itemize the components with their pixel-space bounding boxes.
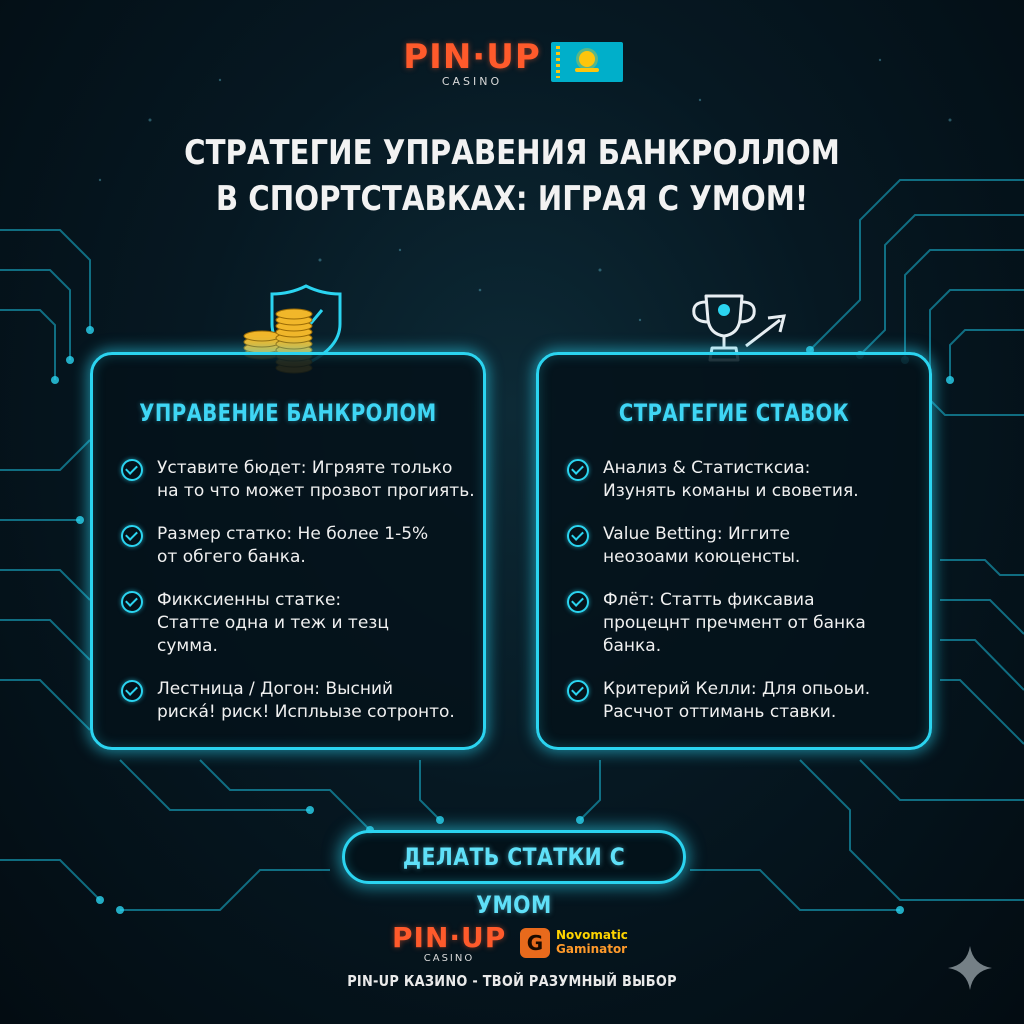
item-text: Флёт: Статть фиксавиа bbox=[603, 590, 815, 610]
item-text: Анализ & Статистксиa: bbox=[603, 458, 811, 478]
card-checklist bbox=[119, 457, 475, 744]
logo-text: PIN·UP bbox=[392, 921, 507, 954]
item-text: рискá! риск! Испльызе сотронто. bbox=[157, 702, 455, 722]
gaminator-badge-icon: G bbox=[520, 928, 550, 958]
sparkle-icon bbox=[946, 944, 994, 992]
check-circle-icon bbox=[567, 680, 589, 702]
list-item bbox=[565, 678, 915, 724]
cta-label: ДЕЛАТЬ СТАТКИ С УМОМ bbox=[402, 843, 626, 919]
list-item bbox=[119, 678, 469, 724]
page-title-line-2: В СПОРТСТАВКАХ: ИГРАЯ С УМОМ! bbox=[215, 179, 809, 219]
card-checklist bbox=[565, 457, 915, 744]
item-text: Фикксиенны статке: bbox=[157, 590, 342, 610]
item-text: неозоами коюценсты. bbox=[603, 547, 801, 567]
list-item bbox=[119, 523, 469, 569]
logo-subtext: CASINO bbox=[423, 953, 475, 964]
item-text: Статте одна и теж и тезц bbox=[157, 613, 389, 633]
check-circle-icon bbox=[567, 591, 589, 613]
check-circle-icon bbox=[121, 591, 143, 613]
item-text: от обгего банка. bbox=[157, 547, 306, 567]
check-circle-icon bbox=[121, 525, 143, 547]
check-circle-icon bbox=[567, 525, 589, 547]
bet-smart-button[interactable] bbox=[342, 830, 686, 919]
page-title-line-1: СТРАТЕГИЕ УПРАВЕНИЯ БАНКРОЛЛОМ bbox=[184, 133, 840, 173]
partner-product: Gaminator bbox=[556, 942, 628, 956]
check-circle-icon bbox=[121, 459, 143, 481]
item-text: Лестница / Догон: Высний bbox=[157, 679, 394, 699]
item-text: банка. bbox=[603, 636, 662, 656]
pinup-logo-top bbox=[402, 37, 542, 88]
logo-text: PIN·UP bbox=[403, 37, 541, 77]
item-text: сумма. bbox=[157, 636, 218, 656]
logo-subtext: CASINO bbox=[441, 75, 503, 88]
list-item bbox=[565, 457, 915, 503]
novomatic-gaminator-logo bbox=[520, 926, 640, 962]
bankroll-management-card bbox=[90, 352, 486, 750]
footer-tagline: PIN-UP КАЗИNО - ТВОЙ РАЗУМНЫЙ ВЫБОР bbox=[347, 972, 677, 990]
item-text: Изунять команы и своветия. bbox=[603, 481, 859, 501]
pinup-logo-bottom bbox=[392, 921, 507, 964]
card-title: УПРАВЕНИЕ БАНКРОЛОМ bbox=[139, 399, 437, 427]
list-item bbox=[565, 523, 915, 569]
item-text: процецнт пречмент от банка bbox=[603, 613, 866, 633]
list-item bbox=[565, 589, 915, 658]
partner-name: Novomatic bbox=[556, 928, 628, 942]
item-text: Критерий Келли: Для опьоьи. bbox=[603, 679, 871, 699]
betting-strategies-card bbox=[536, 352, 932, 750]
item-text: на то что может прозвот прогиять. bbox=[157, 481, 475, 501]
item-text: Размер статко: Не более 1-5% bbox=[157, 524, 429, 544]
list-item bbox=[119, 589, 469, 658]
page-title bbox=[72, 130, 953, 222]
card-title: СТРАГЕГИЕ СТАВОК bbox=[618, 399, 850, 427]
item-text: Value Betting: Иггите bbox=[603, 524, 790, 544]
check-circle-icon bbox=[121, 680, 143, 702]
kazakhstan-flag-icon bbox=[551, 42, 623, 82]
item-text: Расччот оттимань ставки. bbox=[603, 702, 837, 722]
list-item bbox=[119, 457, 475, 503]
check-circle-icon bbox=[567, 459, 589, 481]
item-text: Уставите бюдет: Игряяте только bbox=[157, 458, 453, 478]
